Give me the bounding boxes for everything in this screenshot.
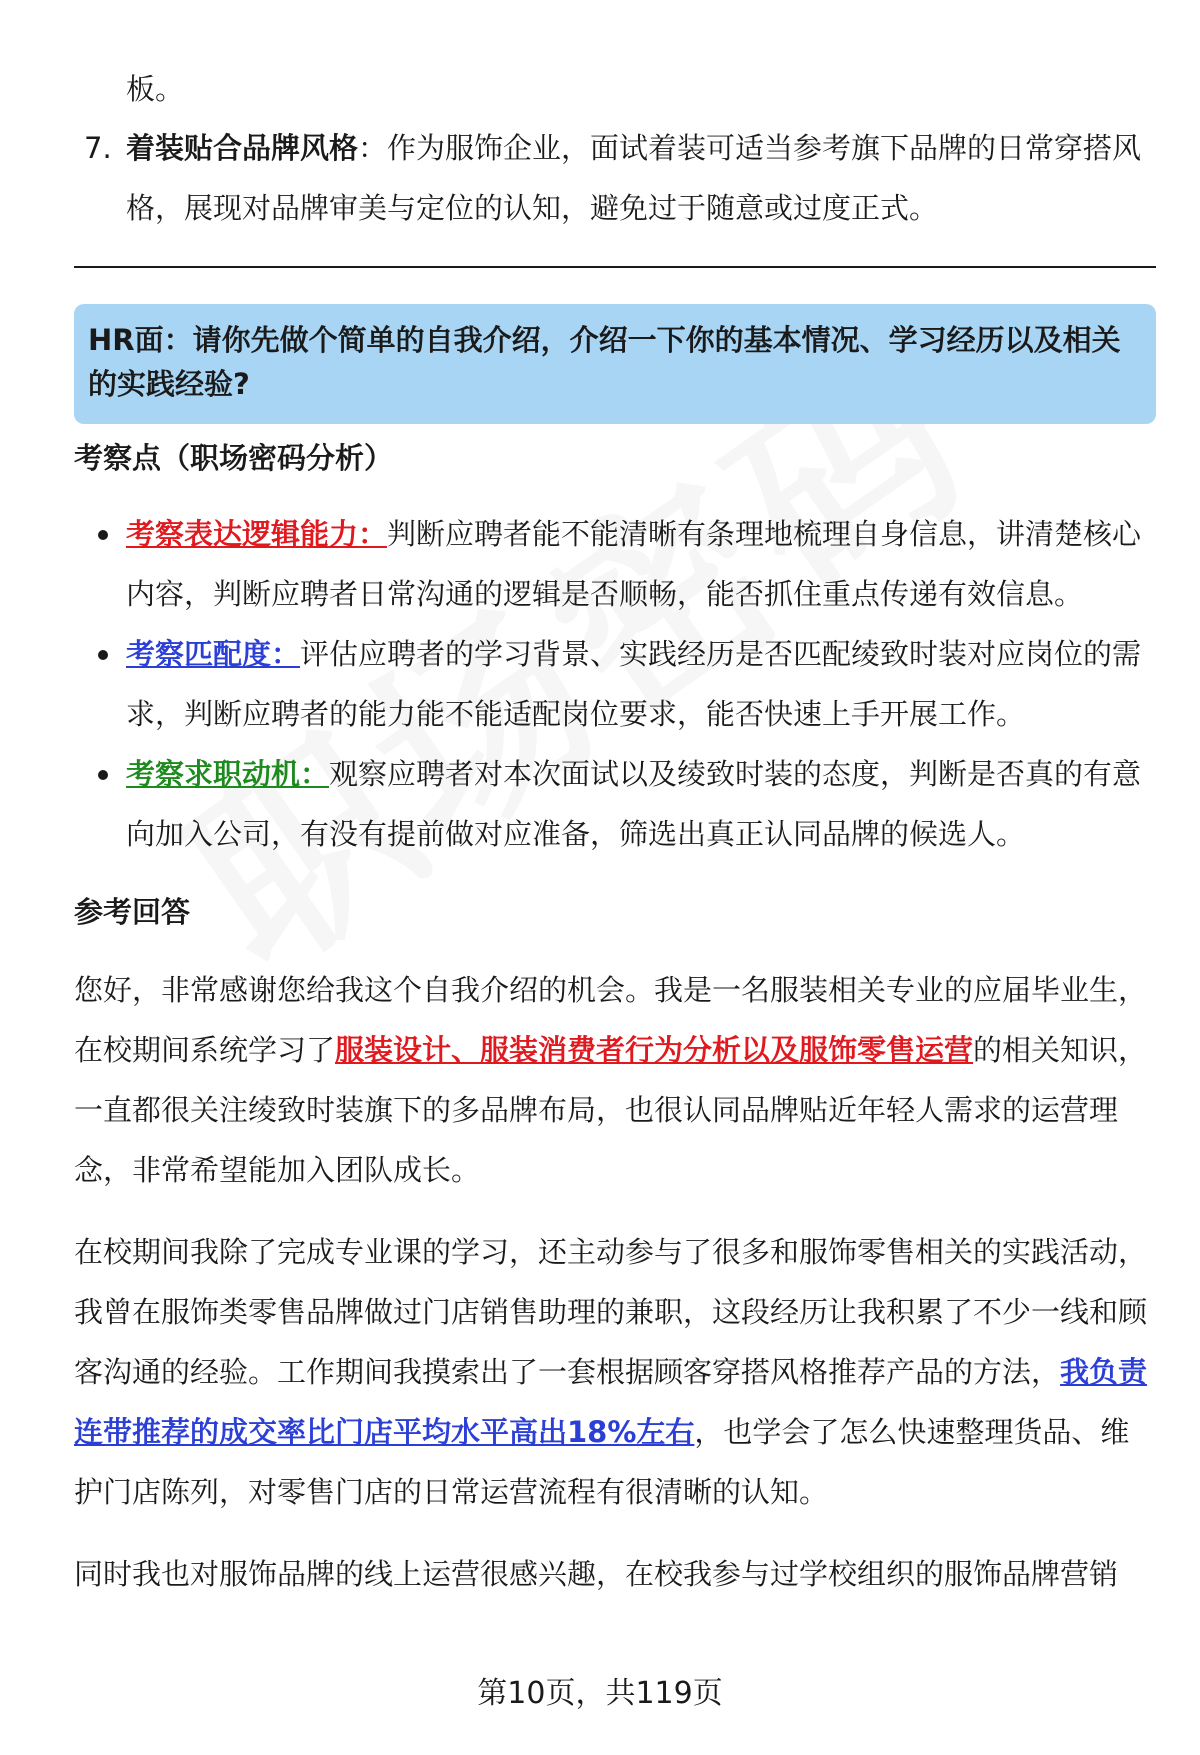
assessment-text: 观察应聘者对本次面试以及绫致时装的态度，判断是否真的有意向加入公司，有没有提前做对应准备，筛选出真正认同品牌的候选人。 xyxy=(126,757,1142,851)
answer-heading: 参考回答 xyxy=(74,895,191,929)
answer-highlight: 服装设计、服装消费者行为分析以及服饰零售运营 xyxy=(335,1033,974,1067)
assessment-list xyxy=(74,504,1156,864)
assessment-keyword: 考察匹配度： xyxy=(126,637,301,671)
bullet-icon xyxy=(98,770,108,780)
list-item-7 xyxy=(74,118,1156,238)
list-item xyxy=(74,624,1156,744)
section-divider xyxy=(74,266,1156,268)
list-number: 7. xyxy=(84,131,112,165)
list-item xyxy=(74,504,1156,624)
answer-paragraph-3: 同时我也对服饰品牌的线上运营很感兴趣，在校我参与过学校组织的服饰品牌营销 xyxy=(74,1557,1119,1591)
assessment-heading: 考察点（职场密码分析） xyxy=(74,441,394,475)
question-box: HR面：请你先做个简单的自我介绍，介绍一下你的基本情况、学习经历以及相关的实践经验? xyxy=(74,304,1156,424)
assessment-keyword: 考察求职动机： xyxy=(126,757,330,791)
answer-text: 您好，非常感谢您给我这个自我介绍的机会。我是一名服装相关专业的应届毕业生，在校期间系统学习了 xyxy=(74,973,1148,1067)
assessment-text: 评估应聘者的学习背景、实践经历是否匹配绫致时装对应岗位的需求，判断应聘者的能力能不能适配岗位要求，能否快速上手开展工作。 xyxy=(126,637,1142,731)
bullet-icon xyxy=(98,650,108,660)
answer-text: 在校期间我除了完成专业课的学习，还主动参与了很多和服饰零售相关的实践活动，我曾在服饰类零售品牌做过门店销售助理的兼职，这段经历让我积累了不少一线和顾客沟通的经验。工作期间我摸索出了一套根据顾客穿搭风格推荐产品的方法， xyxy=(74,1235,1148,1389)
bullet-icon xyxy=(98,530,108,540)
answer-text: ，也学会了怎么快速整理货品、维护门店陈列，对零售门店的日常运营流程有很清晰的认知。 xyxy=(74,1415,1130,1509)
page-number: 第10页，共119页 xyxy=(477,1676,723,1711)
assessment-text: 判断应聘者能不能清晰有条理地梳理自身信息，讲清楚核心内容，判断应聘者日常沟通的逻辑是否顺畅，能否抓住重点传递有效信息。 xyxy=(126,517,1142,611)
assessment-keyword: 考察表达逻辑能力： xyxy=(126,517,388,551)
answer-text: 的相关知识，一直都很关注绫致时装旗下的多品牌布局，也很认同品牌贴近年轻人需求的运营理念，非常希望能加入团队成长。 xyxy=(74,1033,1148,1187)
document-body xyxy=(74,60,1156,1604)
previous-item-continuation: 板。 xyxy=(126,72,185,106)
list-item-title: 着装贴合品牌风格 xyxy=(126,131,359,165)
answer-paragraph-1 xyxy=(74,960,1156,1200)
answer-paragraph-2 xyxy=(74,1222,1156,1522)
answer-highlight: 我负责连带推荐的成交率比门店平均水平高出18%左右 xyxy=(74,1355,1148,1449)
list-item-text: ：作为服饰企业，面试着装可适当参考旗下品牌的日常穿搭风格，展现对品牌审美与定位的认知，避免过于随意或过度正式。 xyxy=(126,131,1142,225)
list-item xyxy=(74,744,1156,864)
